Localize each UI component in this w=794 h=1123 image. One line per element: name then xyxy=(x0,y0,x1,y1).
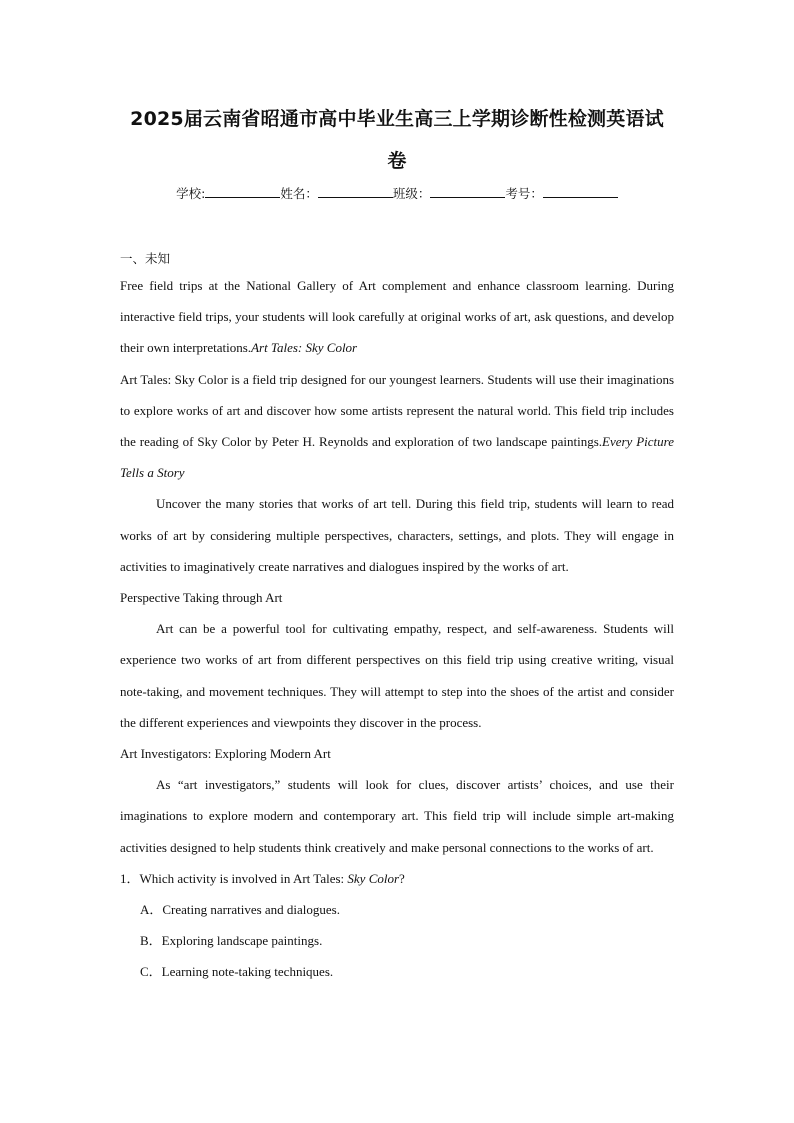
passage-paragraph-5: As “art investigators,” students will look for clues, discover artists’ choices, and use their imaginations to explore modern and contemporary art. This field trip will include simple art-making activities designed to help students think creatively and make personal connections to the works of art. xyxy=(120,777,674,855)
passage-paragraph-4: Art can be a powerful tool for cultivating empathy, respect, and self-awareness. Students will experience two works of art from different perspectives on this field trip using creative writing, visual note-taking, and movement techniques. They will attempt to step into the shoes of the artist and consider the different experiences and viewpoints they discover in the process. xyxy=(120,621,674,730)
option-c[interactable]: C．Learning note-taking techniques. xyxy=(140,964,334,980)
option-b[interactable]: B．Exploring landscape paintings. xyxy=(140,933,323,949)
school-label: 学校: xyxy=(176,186,206,201)
exam-number-label: 考号： xyxy=(505,186,543,201)
section-heading: 一、未知 xyxy=(120,251,171,266)
school-blank[interactable] xyxy=(205,184,280,198)
heading-perspective-taking: Perspective Taking through Art xyxy=(120,590,283,606)
title-line-1: 2025届云南省昭通市高中毕业生高三上学期诊断性检测英语试 xyxy=(130,108,664,130)
paragraph-1-text: Free field trips at the National Gallery of Art complement and enhance classroom learning. During interactive field trips, your students will look carefully at original works of art, ask questions, and develop their own interpretations. xyxy=(120,278,674,356)
heading-art-tales: Art Tales: Sky Color xyxy=(251,340,358,356)
question-1 xyxy=(120,863,674,894)
class-blank[interactable] xyxy=(430,184,505,198)
heading-every-picture: Every Picture Tells a Story xyxy=(120,434,675,481)
heading-art-investigators: Art Investigators: Exploring Modern Art xyxy=(120,746,331,762)
name-label: 姓名： xyxy=(280,186,318,201)
exam-page xyxy=(120,98,674,988)
class-label: 班级： xyxy=(392,186,431,201)
passage-paragraph-2 xyxy=(120,364,674,489)
exam-title xyxy=(120,98,674,182)
question-1-italic: Sky Color xyxy=(347,870,400,886)
name-blank[interactable] xyxy=(318,184,393,198)
question-1-suffix: ? xyxy=(399,870,405,886)
passage-paragraph-3: Uncover the many stories that works of art tell. During this field trip, students will learn to read works of art by considering multiple perspectives, characters, settings, and plots. They will engage in activities to imaginatively create narratives and dialogues inspired by the works of art. xyxy=(120,496,674,574)
option-a[interactable]: A．Creating narratives and dialogues. xyxy=(140,902,340,918)
passage-paragraph-1 xyxy=(120,270,674,364)
paragraph-2-text: Art Tales: Sky Color is a field trip designed for our youngest learners. Students will use their imaginations to explore works of art and discover how some artists represent the natural world. This field trip includes the reading of Sky Color by Peter H. Reynolds and exploration of two landscape paintings. xyxy=(120,371,674,450)
student-info-row xyxy=(120,184,674,204)
exam-number-blank[interactable] xyxy=(543,184,618,198)
question-1-prefix: 1．Which activity is involved in Art Tales: xyxy=(120,870,348,886)
title-line-2: 卷 xyxy=(387,150,407,172)
